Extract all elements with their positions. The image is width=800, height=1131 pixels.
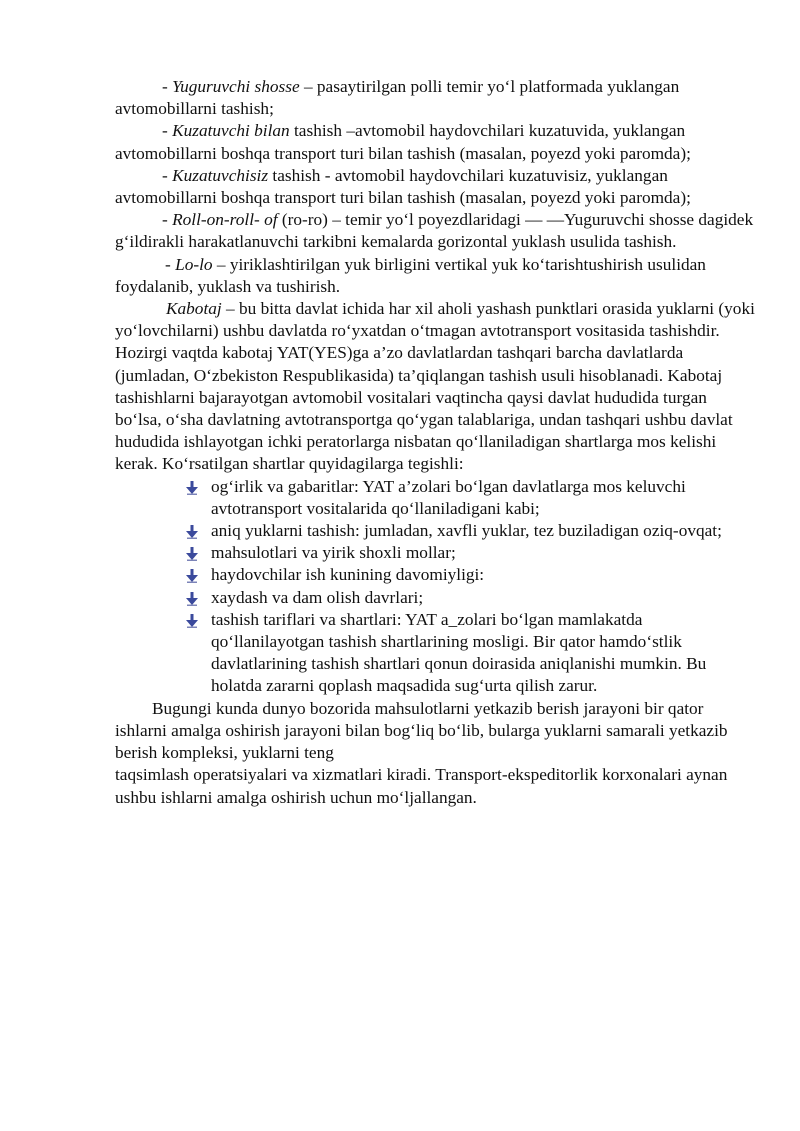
list-item bbox=[211, 564, 755, 586]
dash: - bbox=[162, 165, 173, 185]
closing-text-part-1: Bugungi kunda dunyo bozorida mahsulotlarni yetkazib berish jarayoni bir qator ishlarni amalga oshirish jarayoni bilan bog‘liq bo‘lib, bularga yuklarni samarali yetkazib berish kompleksi, yuklarni teng bbox=[115, 698, 728, 763]
list-item-text: tashish tariflari va shartlari: YAT a_zolari bo‘lgan mamlakatda qo‘llanilayotgan tashish shartlarining mosligi. Bir qator hamdo‘stlik davlatlarining tashish shartlari qonun doirasida aniqlanishi mumkin. Bu holatda zararni qoplash maqsadida sug‘urta qilish zarur. bbox=[211, 609, 707, 696]
list-item-text: xaydash va dam olish davrlari; bbox=[211, 587, 424, 607]
paragraph-kuzatuvchisiz bbox=[115, 165, 755, 209]
closing-text-part-2: taqsimlash operatsiyalari va xizmatlari kiradi. Transport-ekspeditorlik korxonalari aynan ushbu ishlarni amalga oshirish uchun mo‘ljallangan. bbox=[115, 765, 728, 807]
definition-text: tashish - avtomobil haydovchilari kuzatuvisiz, yuklangan avtomobillarni boshqa transport turi bilan tashish (masalan, poyezd yoki paromda); bbox=[115, 165, 691, 208]
paragraph-kabotaj bbox=[115, 298, 755, 476]
list-item bbox=[211, 587, 755, 609]
conditions-list bbox=[115, 476, 755, 698]
definition-text: – yiriklashtirilgan yuk birligini vertikal yuk ko‘tarishtushirish usulidan foydalanib, yuklash va tushirish. bbox=[115, 254, 706, 296]
list-item-text: og‘irlik va gabaritlar: YAT a’zolari bo‘lgan davlatlarga mos keluvchi avtotransport vositalarida qo‘llaniladigani kabi; bbox=[211, 476, 686, 518]
paragraph-kuzatuvchi-bilan bbox=[115, 120, 755, 164]
paragraph-yuguruvchi-shosse bbox=[115, 76, 755, 120]
definition-text: – bu bitta davlat ichida har xil aholi yashash punktlari orasida yuklarni (yoki yo‘lovchilarni) ushbu davlatda ro‘yxatdan o‘tmagan avtotransport vositasida tashishdir. Hozirgi vaqtda kabotaj YAT(YES)ga a’zo davlatlardan tashqari barcha davlatlarda (jumladan, O‘zbekiston Respublikasida) ta’qiqlangan tashish usuli hisoblanadi. Kabotaj tashishlarni bajarayotgan avtomobil vositalari vaqtincha qaysi davlat hududida turgan bo‘lsa, o‘sha davlatning avtotransportga qo‘ygan talablariga, undan tashqari ushbu davlat hududida ishlayotgan ichki peratorlarga nisbatan qo‘llaniladigan shartlarga mos kelishi kerak. Ko‘rsatilgan shartlar quyidagilarga tegishli: bbox=[115, 299, 755, 474]
dash: - bbox=[162, 121, 173, 141]
dash: - bbox=[162, 77, 173, 96]
list-item bbox=[211, 476, 755, 520]
document-page bbox=[115, 76, 755, 809]
term-yuguruvchi-shosse: Yuguruvchi shosse bbox=[172, 77, 300, 96]
definition-text: tashish –avtomobil haydovchilari kuzatuvida, yuklangan avtomobillarni boshqa transport turi bilan tashish (masalan, poyezd yoki paromda); bbox=[115, 121, 691, 163]
arrow-down-icon bbox=[186, 547, 198, 561]
paragraph-roll-on-roll-of bbox=[115, 209, 755, 253]
dash: - bbox=[165, 254, 176, 274]
term-lo-lo: Lo-lo bbox=[175, 254, 213, 274]
list-item bbox=[211, 542, 755, 564]
term-kuzatuvchisiz: Kuzatuvchisiz bbox=[172, 165, 269, 185]
arrow-down-icon bbox=[186, 481, 198, 495]
list-item bbox=[211, 520, 755, 542]
list-item-text: haydovchilar ish kunining davomiyligi: bbox=[211, 565, 485, 585]
dash: - bbox=[162, 210, 173, 230]
definition-text: (ro-ro) – temir yo‘l poyezdlaridagi — —Yuguruvchi shosse dagidek g‘ildirakli harakatlanuvchi tarkibni kemalarda gorizontal yuklash usulida tashish. bbox=[115, 210, 754, 252]
list-item-text: aniq yuklarni tashish: jumladan, xavfli yuklar, tez buziladigan oziq-ovqat; bbox=[211, 521, 722, 541]
term-roll-on-roll-of: Roll-on-roll- of bbox=[172, 210, 278, 230]
paragraph-lo-lo bbox=[115, 254, 755, 298]
arrow-down-icon bbox=[186, 525, 198, 539]
arrow-down-icon bbox=[186, 592, 198, 606]
definition-text: – pasaytirilgan polli temir yo‘l platformada yuklangan avtomobillarni tashish; bbox=[115, 77, 680, 119]
term-kabotaj: Kabotaj bbox=[166, 299, 222, 319]
arrow-down-icon bbox=[186, 569, 198, 583]
arrow-down-icon bbox=[186, 614, 198, 628]
list-item bbox=[211, 609, 755, 698]
closing-paragraph-continued bbox=[115, 764, 755, 808]
term-kuzatuvchi-bilan: Kuzatuvchi bilan bbox=[172, 121, 290, 141]
closing-paragraph bbox=[115, 698, 755, 765]
list-item-text: mahsulotlari va yirik shoxli mollar; bbox=[211, 543, 456, 563]
